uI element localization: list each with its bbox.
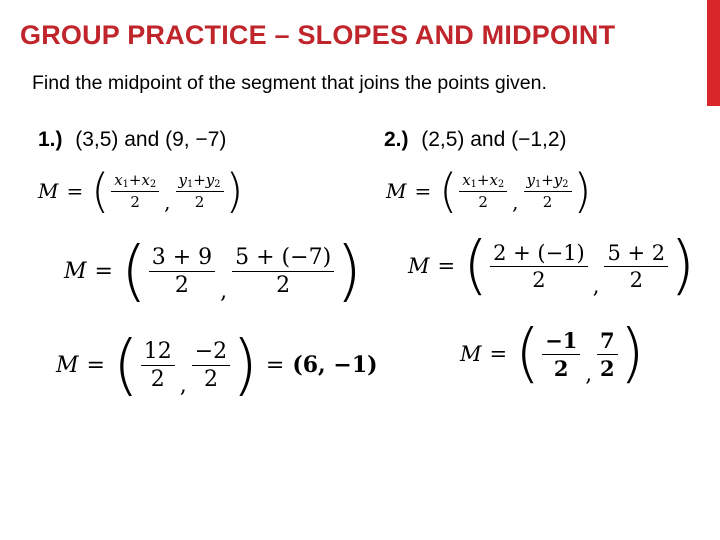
problem-1-header: [38, 127, 226, 152]
problem-1-step-3: [56, 326, 378, 403]
right-paren: ): [619, 317, 645, 391]
problem-2-label: 2.): [384, 128, 409, 151]
problem-2-formula: [386, 164, 592, 218]
formula-M: M: [38, 179, 59, 203]
x-numerator: x1+x2: [459, 171, 507, 192]
x-fraction: [141, 339, 175, 392]
y-fraction: [597, 328, 618, 381]
x-numerator: 2 + (−1): [490, 241, 588, 267]
left-paren: (: [112, 326, 139, 403]
x-fraction: [459, 171, 507, 211]
problem-2-header: [384, 127, 567, 152]
y-denominator: 2: [203, 366, 218, 392]
equals-sign: =: [489, 342, 508, 366]
y-fraction: [604, 241, 668, 292]
problem-2-step-2: [408, 229, 696, 303]
y-numerator: 7: [597, 328, 618, 355]
x-numerator: 3 + 9: [149, 245, 215, 272]
step-M: M: [408, 254, 430, 278]
x-fraction: [149, 245, 215, 298]
y-denominator: 2: [194, 192, 205, 211]
y-numerator: y1+y2: [524, 171, 572, 192]
equals-sign-2: =: [265, 352, 285, 378]
problem-1-step-2: [64, 232, 362, 309]
equals-sign: =: [94, 258, 113, 284]
left-paren: (: [91, 164, 110, 218]
x-fraction: [490, 241, 588, 292]
equals-sign: =: [437, 254, 456, 278]
x-denominator: 2: [478, 192, 488, 211]
y-numerator: 5 + (−7): [232, 245, 334, 272]
comma: ,: [220, 279, 228, 304]
comma: ,: [585, 362, 592, 386]
right-paren: ): [670, 229, 696, 303]
x-denominator: 2: [130, 192, 140, 211]
y-fraction: [524, 171, 572, 211]
accent-bar: [707, 0, 720, 106]
x-fraction: [111, 171, 159, 211]
y-denominator: 2: [600, 355, 615, 381]
x-numerator: 12: [141, 339, 175, 366]
comma: ,: [592, 274, 600, 298]
left-paren: (: [439, 164, 458, 218]
x-numerator: x1+x2: [111, 171, 159, 192]
comma: ,: [512, 190, 519, 214]
y-numerator: −2: [192, 339, 230, 366]
problem-2-points: (2,5) and (−1,2): [421, 128, 567, 151]
right-paren: ): [225, 164, 244, 218]
problem-1-points: (3,5) and (9, −7): [75, 128, 227, 151]
problem-1-formula: [38, 164, 244, 218]
answer-1: (6, −1): [292, 352, 378, 378]
y-denominator: 2: [629, 267, 643, 292]
right-paren: ): [232, 326, 258, 403]
right-paren: ): [573, 164, 592, 218]
comma: ,: [179, 373, 187, 398]
instruction-text: Find the midpoint of the segment that joins the points given.: [32, 72, 547, 94]
step-M: M: [460, 342, 482, 366]
left-paren: (: [463, 229, 489, 303]
equals-sign: =: [414, 179, 432, 203]
x-denominator: 2: [150, 366, 165, 392]
y-denominator: 2: [276, 272, 291, 298]
y-fraction: [192, 339, 230, 392]
y-numerator: y1+y2: [176, 171, 224, 192]
left-paren: (: [515, 317, 541, 391]
x-denominator: 2: [532, 267, 546, 292]
slide-title: GROUP PRACTICE – SLOPES AND MIDPOINT: [20, 20, 616, 50]
y-numerator: 5 + 2: [604, 241, 668, 267]
problem-1-label: 1.): [38, 128, 63, 151]
left-paren: (: [120, 232, 147, 309]
x-numerator: −1: [542, 328, 580, 355]
comma: ,: [164, 190, 171, 214]
x-fraction: [542, 328, 580, 381]
equals-sign: =: [86, 352, 105, 378]
right-paren: ): [336, 232, 362, 309]
y-fraction: [232, 245, 334, 298]
step-M: M: [56, 352, 79, 378]
x-denominator: 2: [174, 272, 189, 298]
y-denominator: 2: [542, 192, 553, 211]
formula-M: M: [386, 179, 407, 203]
x-denominator: 2: [553, 355, 569, 381]
problem-2-step-3: [460, 317, 645, 391]
y-fraction: [176, 171, 224, 211]
equals-sign: =: [66, 179, 84, 203]
step-M: M: [64, 258, 87, 284]
